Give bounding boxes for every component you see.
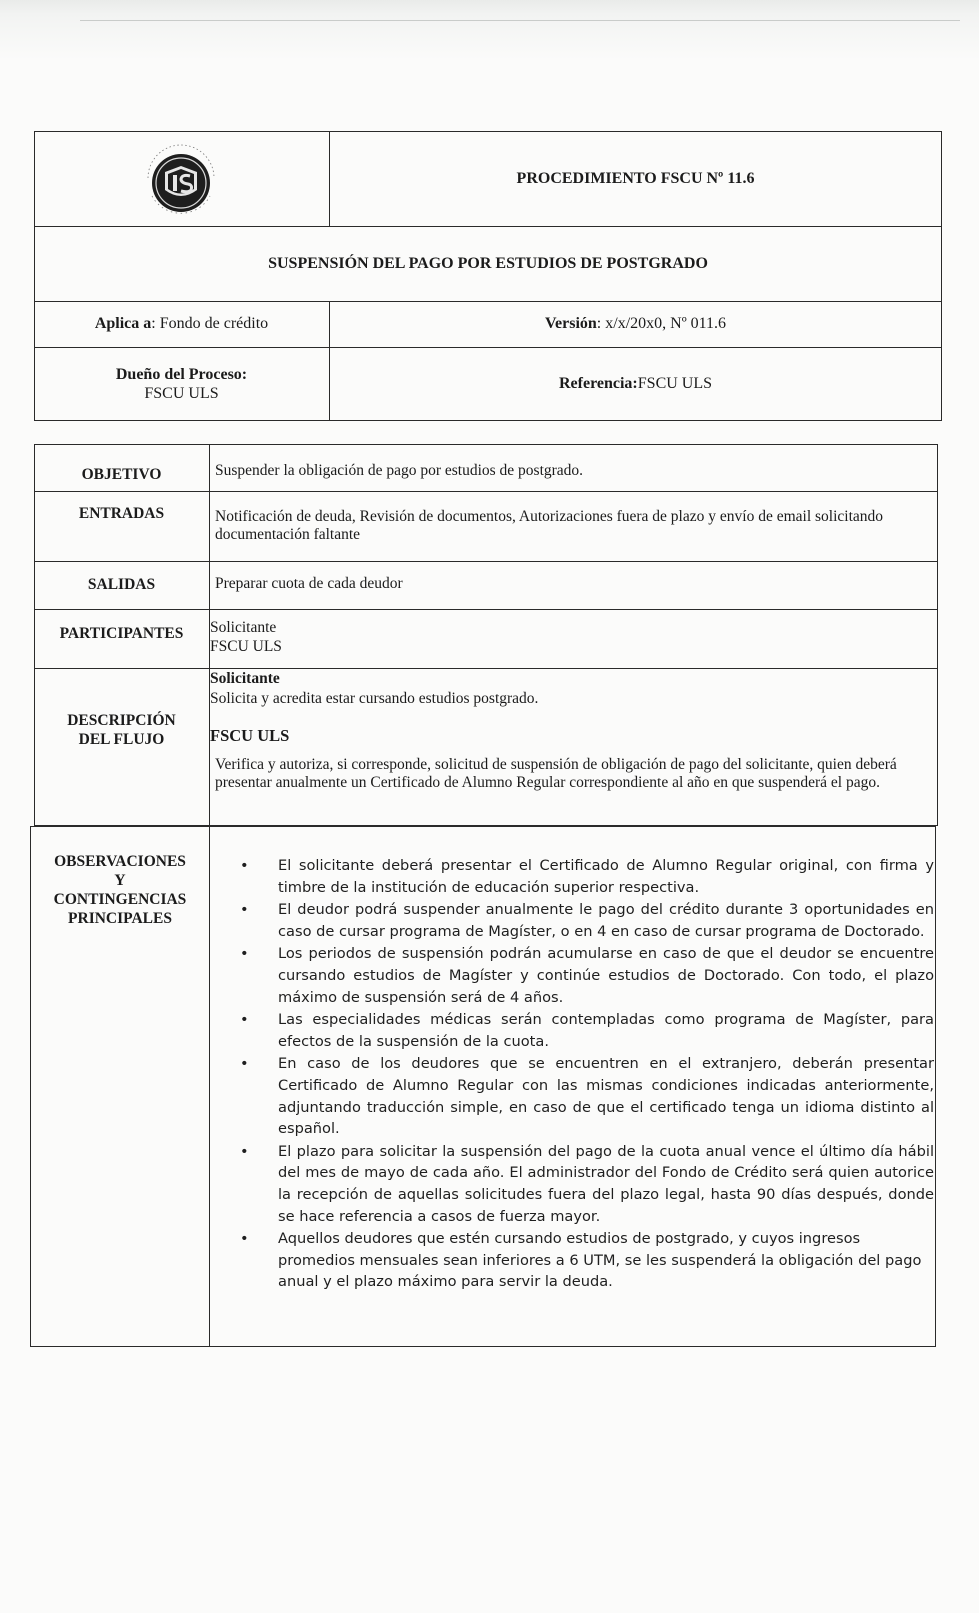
observaciones-label bbox=[30, 850, 210, 930]
applies-to bbox=[34, 301, 329, 347]
table-divider bbox=[34, 609, 938, 610]
flujo-text-solicitante: Solicita y acredita estar cursando estudios postgrado. bbox=[210, 690, 539, 707]
obs-label-line1: OBSERVACIONES bbox=[54, 853, 186, 870]
list-item: • En caso de los deudores que se encuentren en el extranjero, deberán presentar Certificado de Alumno Regular con las mismas condiciones indicadas anteriormente, adjuntando traducción simple, en caso de que el certificado tenga un idioma distinto al español. bbox=[240, 1053, 934, 1139]
process-owner bbox=[34, 347, 329, 421]
entradas-text: Notificación de deuda, Revisión de documentos, Autorizaciones fuera de plazo y envío de email solicitando documentación faltante bbox=[215, 508, 884, 543]
seal-logo bbox=[138, 138, 224, 224]
participante-solicitante: Solicitante bbox=[210, 619, 277, 636]
flujo-actor-solicitante: Solicitante bbox=[210, 670, 280, 687]
reference-label: Referencia: bbox=[558, 375, 638, 392]
objetivo-text: Suspender la obligación de pago por estudios de postgrado. bbox=[215, 462, 584, 479]
descripcion-label bbox=[34, 708, 209, 752]
list-item: • El solicitante deberá presentar el Certificado de Alumno Regular original, con firma y timbre de la institución de educación superior respectiva. bbox=[240, 855, 934, 898]
document-title: SUSPENSIÓN DEL PAGO POR ESTUDIOS DE POSTGRADO bbox=[268, 254, 708, 272]
table-divider bbox=[34, 491, 938, 492]
obs-label-line4: PRINCIPALES bbox=[68, 910, 172, 927]
procedure-title: PROCEDIMIENTO FSCU Nº 11.6 bbox=[516, 169, 755, 187]
version bbox=[329, 301, 942, 347]
participante-fscu: FSCU ULS bbox=[210, 638, 282, 655]
salidas-text: Preparar cuota de cada deudor bbox=[215, 575, 403, 592]
list-item: • El plazo para solicitar la suspensión del pago de la cuota anual vence el último día hábil del mes de mayo de cada año. El administrador del Fondo de Crédito será quien autorice la recepción de aquellas solicitudes fuera del plazo legal, hasta 90 días después, donde se hace referencia a casos de fuerza mayor. bbox=[240, 1141, 934, 1227]
owner-value: FSCU ULS bbox=[144, 385, 219, 402]
list-item: • Los periodos de suspensión podrán acumularse en caso de que el deudor se encuentre cursando estudios de Magíster y continúe estudios de Doctorado. Con todo, el plazo máximo de suspensión será de 4 años. bbox=[240, 943, 934, 1008]
scan-artifact-line bbox=[80, 20, 960, 21]
flujo-text-fscu: Verifica y autoriza, si corresponde, solicitud de suspensión de obligación de pago del solicitante, quien deberá presentar anualmente un Certificado de Alumno Regular correspondiente al año en que suspenderá el pago. bbox=[215, 756, 897, 791]
list-item: • El deudor podrá suspender anualmente le pago del crédito durante 3 oportunidades en caso de cursar programa de Magíster, o en 4 en caso de cursar programa de Doctorado. bbox=[240, 899, 934, 942]
version-label: Versión bbox=[544, 315, 597, 332]
table-divider bbox=[34, 561, 938, 562]
applies-label: Aplica a bbox=[94, 315, 152, 332]
salidas-label: SALIDAS bbox=[87, 575, 156, 593]
obs-label-line3: CONTINGENCIAS bbox=[53, 891, 187, 908]
list-item: • Las especialidades médicas serán contempladas como programa de Magíster, para efectos de la suspensión de la cuota. bbox=[240, 1009, 934, 1052]
descripcion-label-line1: DESCRIPCIÓN bbox=[67, 712, 176, 729]
descripcion-label-line2: DEL FLUJO bbox=[78, 731, 165, 748]
owner-label: Dueño del Proceso: bbox=[115, 366, 248, 383]
scan-shadow bbox=[0, 0, 979, 60]
flujo-actor-fscu: FSCU ULS bbox=[210, 726, 290, 745]
observaciones-list bbox=[240, 855, 934, 1294]
reference bbox=[329, 347, 942, 421]
reference-value: FSCU ULS bbox=[637, 375, 713, 392]
applies-value: : Fondo de crédito bbox=[151, 315, 269, 332]
table-divider bbox=[34, 668, 938, 669]
list-item: • Aquellos deudores que estén cursando estudios de postgrado, y cuyos ingresos promedios mensuales sean inferiores a 6 UTM, se les suspenderá la obligación del pago anual y el plazo máximo para servir la deuda. bbox=[240, 1228, 934, 1293]
version-value: : x/x/20x0, Nº 011.6 bbox=[596, 315, 727, 332]
entradas-label: ENTRADAS bbox=[78, 504, 165, 522]
participantes-label: PARTICIPANTES bbox=[59, 624, 184, 642]
obs-label-line2: Y bbox=[114, 872, 126, 889]
objetivo-label: OBJETIVO bbox=[81, 465, 162, 483]
